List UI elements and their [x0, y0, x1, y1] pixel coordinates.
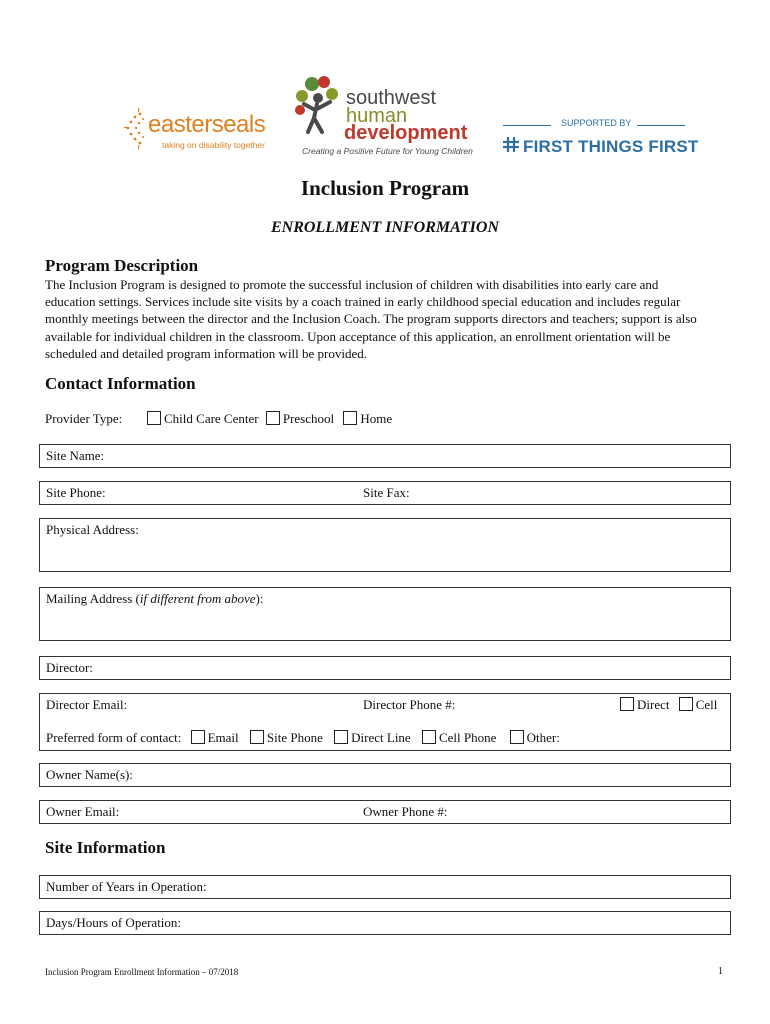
child-care-center-label: Child Care Center [164, 411, 259, 426]
site-phone-option-label: Site Phone [266, 730, 323, 745]
owner-email-label: Owner Email: [46, 804, 120, 819]
cell-label: Cell [695, 697, 718, 712]
direct-line-checkbox[interactable] [334, 730, 348, 744]
first-things-first-logo [503, 118, 699, 162]
southwest-wordmark-line2: human [346, 105, 408, 127]
email-option-label: Email [207, 730, 239, 745]
southwest-wordmark-line1: southwest [346, 87, 437, 109]
physical-address-field[interactable] [39, 518, 731, 572]
easterseals-logo [122, 104, 267, 160]
footer-text: Inclusion Program Enrollment Information – 07/2018 [45, 967, 239, 977]
other-checkbox[interactable] [510, 730, 524, 744]
provider-type-options [147, 411, 392, 427]
director-phone-label: Director Phone #: [363, 697, 456, 712]
site-name-field[interactable] [39, 444, 731, 468]
direct-line-option-label: Direct Line [351, 730, 411, 745]
direct-checkbox[interactable] [620, 697, 634, 711]
cell-phone-checkbox[interactable] [422, 730, 436, 744]
mailing-address-note: if different from above [139, 591, 256, 606]
preferred-contact-label: Preferred form of contact: [46, 730, 182, 745]
preferred-contact-row [46, 730, 560, 746]
owner-contact-field[interactable] [39, 800, 731, 824]
southwest-tagline: Creating a Positive Future for Young Children [302, 146, 473, 156]
southwest-human-development-logo [290, 74, 480, 160]
site-fax-label: Site Fax: [363, 485, 410, 500]
provider-type-label: Provider Type: [45, 411, 123, 426]
years-in-operation-field[interactable] [39, 875, 731, 899]
director-field[interactable] [39, 656, 731, 680]
site-phone-label: Site Phone: [46, 485, 106, 500]
home-label: Home [360, 411, 393, 426]
provider-type-row [45, 411, 122, 427]
owner-names-label: Owner Name(s): [46, 767, 133, 782]
phone-type-options [620, 697, 717, 713]
days-hours-field[interactable] [39, 911, 731, 935]
director-contact-field[interactable] [39, 693, 731, 751]
cell-checkbox[interactable] [679, 697, 693, 711]
other-option-label: Other: [526, 730, 560, 745]
mailing-address-field[interactable] [39, 587, 731, 641]
easterseals-wordmark: easterseals [148, 111, 266, 138]
preschool-label: Preschool [282, 411, 335, 426]
email-checkbox[interactable] [191, 730, 205, 744]
site-information-heading: Site Information [45, 838, 166, 857]
owner-phone-label: Owner Phone #: [363, 804, 448, 819]
program-description-heading: Program Description [45, 256, 199, 275]
page-number: 1 [718, 966, 723, 977]
cell-phone-option-label: Cell Phone [438, 730, 497, 745]
mailing-address-label: Mailing Address (if different from above): [46, 591, 264, 606]
page-subtitle: ENROLLMENT INFORMATION [270, 219, 500, 236]
years-in-operation-label: Number of Years in Operation: [46, 879, 207, 894]
site-name-label: Site Name: [46, 448, 105, 463]
direct-label: Direct [637, 697, 670, 712]
page-title: Inclusion Program [300, 176, 470, 200]
easterseals-tagline: taking on disability together [162, 140, 266, 150]
owner-names-field[interactable] [39, 763, 731, 787]
site-phone-checkbox[interactable] [250, 730, 264, 744]
days-hours-label: Days/Hours of Operation: [46, 915, 182, 930]
home-checkbox[interactable] [343, 411, 357, 425]
supported-by-label: SUPPORTED BY [561, 118, 632, 128]
tree-person-icon [290, 74, 346, 140]
director-email-label: Director Email: [46, 697, 128, 712]
director-label: Director: [46, 660, 93, 675]
program-description-text: The Inclusion Program is designed to promote the successful inclusion of children with disabilities into early care and education settings. Services include site visits by a coach trained in early childhood special education and includes regular monthly meetings between the director and the Inclusion Coach. The program supports directors and teachers; support is also available for individual children in the classroom. Upon acceptance of this application, an enrollment orientation will be scheduled and detailed program information will be provided. [45, 277, 697, 361]
southwest-wordmark-line3: development [344, 122, 468, 144]
hash-icon [503, 137, 519, 152]
site-phone-fax-field[interactable] [39, 481, 731, 505]
physical-address-label: Physical Address: [46, 522, 139, 537]
first-things-first-wordmark: FIRST THINGS FIRST [523, 137, 699, 156]
preschool-checkbox[interactable] [266, 411, 280, 425]
contact-information-heading: Contact Information [45, 374, 196, 393]
child-care-center-checkbox[interactable] [147, 411, 161, 425]
